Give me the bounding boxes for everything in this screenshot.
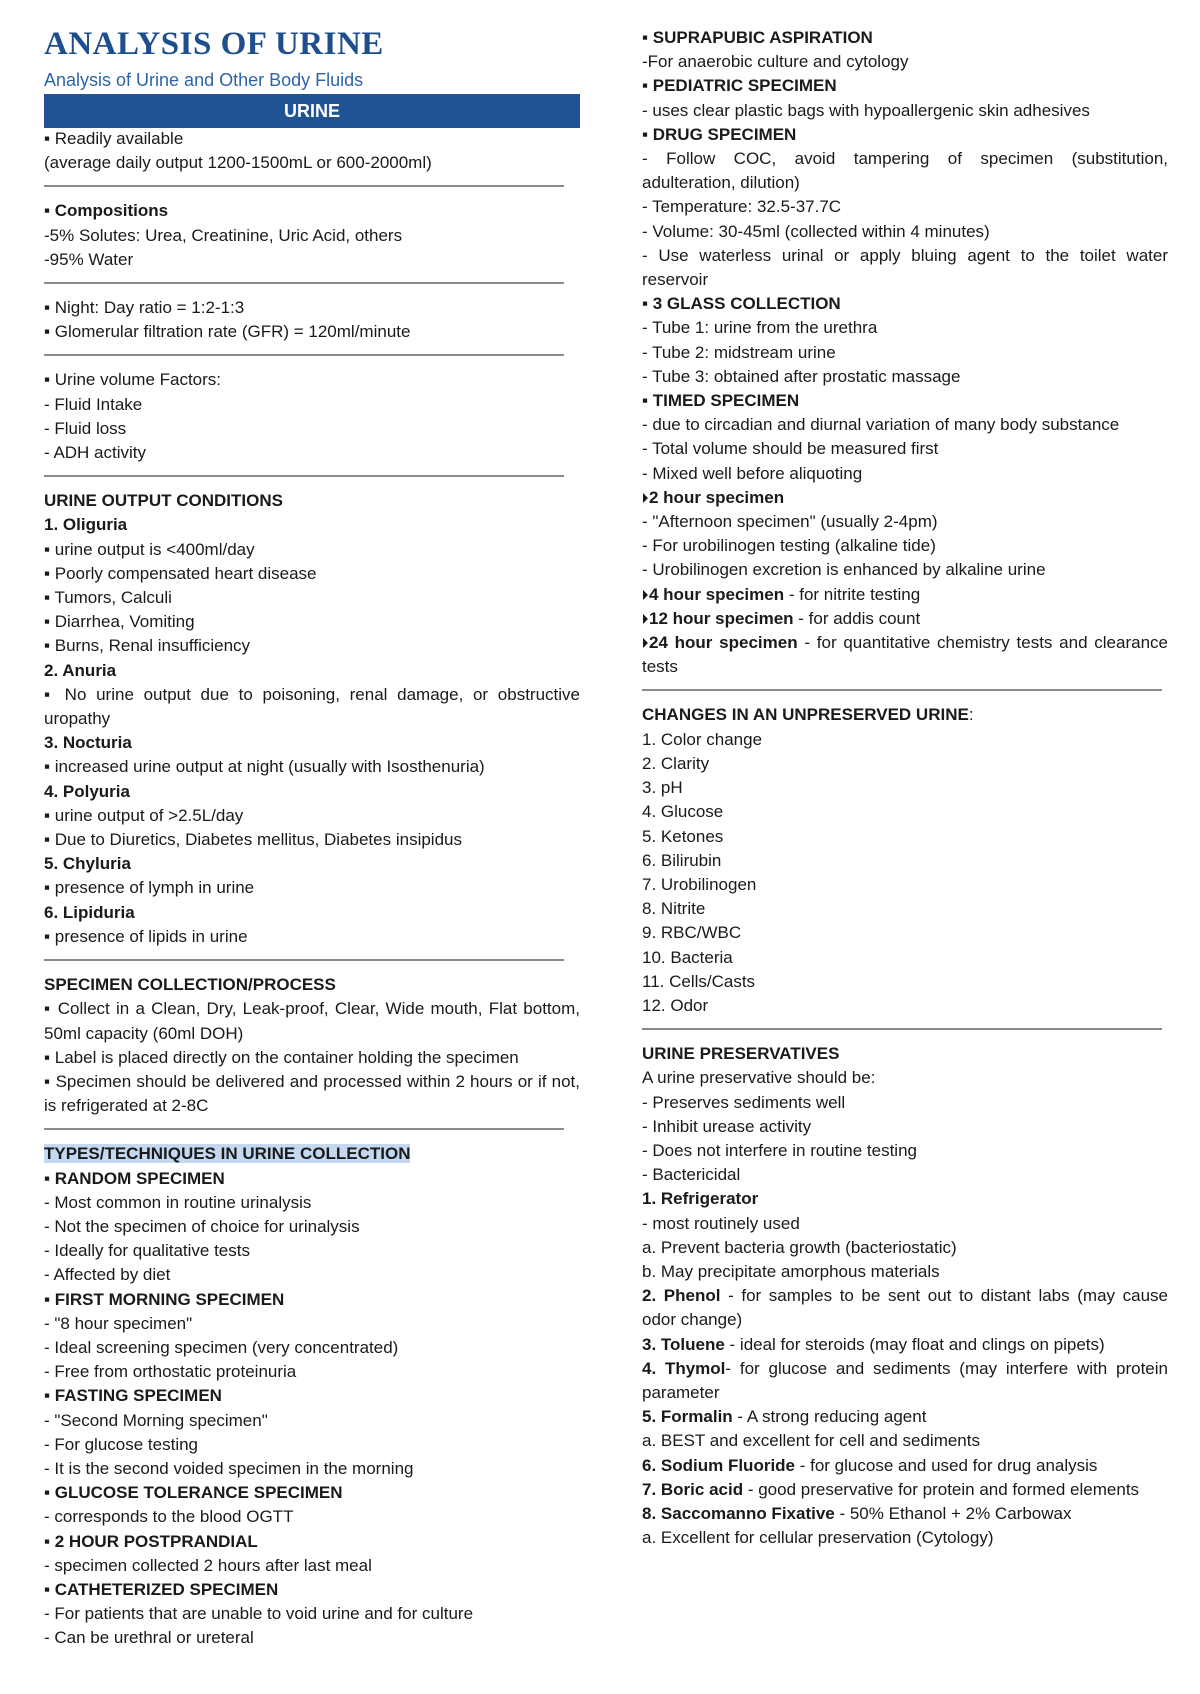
- condition-line: ▪ Diarrhea, Vomiting: [44, 612, 195, 632]
- specimen-type: ▪ CATHETERIZED SPECIMEN: [44, 1579, 279, 1599]
- condition-line: ▪ presence of lipids in urine: [44, 926, 248, 946]
- specimen-line: - due to circadian and diurnal variation of many body substance: [642, 415, 1120, 435]
- specimen-type: ▪ SUPRAPUBIC ASPIRATION: [642, 28, 873, 47]
- change-item: 1. Color change: [642, 729, 763, 749]
- preservative-line: - Preserves sediments well: [642, 1092, 846, 1112]
- preservative-name: 2. Phenol: [642, 1286, 721, 1306]
- arrow-right-icon: [642, 637, 649, 649]
- specimen-line: - Use waterless urinal or apply bluing agent to the toilet water reservoir: [642, 245, 1168, 290]
- specimen-line: - Most common in routine urinalysis: [44, 1192, 312, 1212]
- preservative-line: - Inhibit urease activity: [642, 1116, 812, 1136]
- timed-subtype: 4 hour specimen: [649, 584, 785, 604]
- divider: [642, 1028, 1162, 1030]
- specimen-line: - Not the specimen of choice for urinalysis: [44, 1216, 360, 1236]
- preservative-name: 3. Toluene: [642, 1334, 725, 1354]
- volume-factor: - Fluid Intake: [44, 394, 143, 414]
- specimen-type: ▪ TIMED SPECIMEN: [642, 391, 800, 411]
- right-body: [642, 26, 1168, 1550]
- compositions-heading: ▪ Compositions: [44, 201, 169, 221]
- condition-line: ▪ urine output is <400ml/day: [44, 539, 255, 559]
- condition-title: 2. Anuria: [44, 660, 117, 680]
- collection-line: ▪ Specimen should be delivered and processed within 2 hours or if not, is refrigerated at 2-8C: [44, 1071, 580, 1116]
- specimen-line: - Follow COC, avoid tampering of specimen (substitution, adulteration, dilution): [642, 149, 1168, 193]
- arrow-right-icon: [642, 613, 649, 625]
- types-heading: TYPES/TECHNIQUES IN URINE COLLECTION: [44, 1144, 411, 1164]
- specimen-line: - "Afternoon specimen" (usually 2-4pm): [642, 512, 938, 532]
- divider: [44, 282, 564, 284]
- collection-line: ▪ Label is placed directly on the container holding the specimen: [44, 1047, 519, 1067]
- specimen-line: - For urobilinogen testing (alkaline tide): [642, 536, 936, 556]
- specimen-line: -For anaerobic culture and cytology: [642, 52, 909, 72]
- intro-output: (average daily output 1200-1500mL or 600-2000ml): [44, 153, 432, 173]
- condition-title: 1. Oliguria: [44, 515, 128, 535]
- preservative-line: - most routinely used: [642, 1213, 800, 1233]
- preservative-line: a. BEST and excellent for cell and sediments: [642, 1431, 980, 1451]
- intro-available: ▪ Readily available: [44, 129, 184, 148]
- timed-subtype: 2 hour specimen: [649, 487, 785, 507]
- preservative-desc: - for glucose and sediments (may interfere with protein parameter: [642, 1358, 1168, 1402]
- specimen-type: ▪ 3 GLASS COLLECTION: [642, 294, 841, 314]
- section-banner: URINE: [44, 94, 580, 128]
- specimen-line: - Free from orthostatic proteinuria: [44, 1362, 297, 1382]
- page-title: ANALYSIS OF URINE: [44, 26, 384, 62]
- specimen-line: - Tube 3: obtained after prostatic massage: [642, 366, 961, 386]
- preservatives-heading: URINE PRESERVATIVES: [642, 1044, 840, 1064]
- left-body: [44, 127, 580, 1651]
- preservative-name: 8. Saccomanno Fixative: [642, 1503, 835, 1523]
- specimen-type: ▪ PEDIATRIC SPECIMEN: [642, 76, 837, 96]
- changes-heading: CHANGES IN AN UNPRESERVED URINE: [642, 705, 969, 725]
- divider: [642, 689, 1162, 691]
- specimen-line: - "8 hour specimen": [44, 1313, 193, 1333]
- compositions-line: -95% Water: [44, 249, 134, 269]
- preservative-line: - Does not interfere in routine testing: [642, 1140, 917, 1160]
- preservative-name: 4. Thymol: [642, 1358, 726, 1378]
- specimen-line: - It is the second voided specimen in the morning: [44, 1458, 414, 1478]
- change-item: 6. Bilirubin: [642, 850, 722, 870]
- divider: [44, 185, 564, 187]
- timed-subtype-desc: - for addis count: [793, 608, 921, 628]
- preservative-desc: - for samples to be sent out to distant labs (may cause odor change): [642, 1286, 1168, 1330]
- specimen-line: - Mixed well before aliquoting: [642, 463, 863, 483]
- change-item: 3. pH: [642, 778, 683, 798]
- output-conditions-heading: URINE OUTPUT CONDITIONS: [44, 491, 283, 511]
- volume-factors-heading: ▪ Urine volume Factors:: [44, 370, 222, 390]
- preservative-line: a. Prevent bacteria growth (bacteriostatic): [642, 1237, 957, 1257]
- preservative-desc: - good preservative for protein and formed elements: [743, 1479, 1140, 1499]
- specimen-type: ▪ RANDOM SPECIMEN: [44, 1168, 225, 1188]
- condition-line: ▪ presence of lymph in urine: [44, 878, 255, 898]
- timed-subtype-desc: - for quantitative chemistry tests and clearance tests: [642, 633, 1168, 677]
- collection-line: ▪ Collect in a Clean, Dry, Leak-proof, Clear, Wide mouth, Flat bottom, 50ml capacity (60ml DOH): [44, 999, 580, 1043]
- specimen-line: - Affected by diet: [44, 1265, 171, 1285]
- volume-factor: - ADH activity: [44, 443, 147, 463]
- preservative-desc: - for glucose and used for drug analysis: [795, 1455, 1098, 1475]
- condition-line: ▪ urine output of >2.5L/day: [44, 805, 244, 825]
- change-item: 7. Urobilinogen: [642, 874, 757, 894]
- change-item: 9. RBC/WBC: [642, 923, 742, 943]
- volume-factor: - Fluid loss: [44, 418, 127, 438]
- specimen-line: - Total volume should be measured first: [642, 439, 939, 459]
- specimen-type: ▪ 2 HOUR POSTPRANDIAL: [44, 1531, 258, 1551]
- preservative-desc: - 50% Ethanol + 2% Carbowax: [834, 1503, 1072, 1523]
- specimen-collection-heading: SPECIMEN COLLECTION/PROCESS: [44, 975, 336, 995]
- ratio-line: ▪ Night: Day ratio = 1:2-1:3: [44, 298, 245, 318]
- specimen-line: - Can be urethral or ureteral: [44, 1628, 254, 1648]
- preservative-name: 5. Formalin: [642, 1407, 733, 1427]
- change-item: 10. Bacteria: [642, 947, 733, 967]
- condition-title: 5. Chyluria: [44, 854, 131, 874]
- arrow-right-icon: [642, 589, 649, 601]
- preservative-line: b. May precipitate amorphous materials: [642, 1261, 940, 1281]
- specimen-type: ▪ GLUCOSE TOLERANCE SPECIMEN: [44, 1483, 343, 1503]
- change-item: 4. Glucose: [642, 802, 724, 822]
- preservative-line: A urine preservative should be:: [642, 1068, 876, 1088]
- changes-colon: :: [968, 705, 974, 725]
- condition-line: ▪ increased urine output at night (usually with Isosthenuria): [44, 757, 485, 777]
- specimen-line: - corresponds to the blood OGTT: [44, 1507, 294, 1527]
- divider: [44, 1128, 564, 1130]
- condition-line: ▪ No urine output due to poisoning, renal damage, or obstructive uropathy: [44, 684, 580, 729]
- page-subtitle: Analysis of Urine and Other Body Fluids: [44, 70, 364, 90]
- specimen-type: ▪ FIRST MORNING SPECIMEN: [44, 1289, 285, 1309]
- preservative-line: - Bactericidal: [642, 1165, 741, 1185]
- timed-subtype-desc: - for nitrite testing: [784, 584, 921, 604]
- change-item: 11. Cells/Casts: [642, 971, 756, 991]
- condition-title: 3. Nocturia: [44, 733, 132, 753]
- specimen-line: - Tube 2: midstream urine: [642, 342, 836, 362]
- arrow-right-icon: [642, 492, 649, 504]
- change-item: 2. Clarity: [642, 753, 710, 773]
- preservative-desc: - ideal for steroids (may float and clings on pipets): [724, 1334, 1105, 1354]
- preservative-name: 1. Refrigerator: [642, 1189, 759, 1209]
- change-item: 5. Ketones: [642, 826, 724, 846]
- compositions-line: -5% Solutes: Urea, Creatinine, Uric Acid, others: [44, 225, 403, 245]
- change-item: 12. Odor: [642, 995, 709, 1015]
- specimen-line: - Ideally for qualitative tests: [44, 1241, 250, 1261]
- specimen-type: ▪ DRUG SPECIMEN: [642, 124, 797, 144]
- specimen-line: - Ideal screening specimen (very concentrated): [44, 1337, 399, 1357]
- specimen-line: - Volume: 30-45ml (collected within 4 minutes): [642, 221, 990, 241]
- condition-title: 4. Polyuria: [44, 781, 130, 801]
- divider: [44, 959, 564, 961]
- timed-subtype: 24 hour specimen: [649, 633, 798, 653]
- condition-line: ▪ Due to Diuretics, Diabetes mellitus, Diabetes insipidus: [44, 830, 462, 850]
- specimen-line: - Temperature: 32.5-37.7C: [642, 197, 842, 217]
- divider: [44, 475, 564, 477]
- condition-line: ▪ Poorly compensated heart disease: [44, 563, 317, 583]
- condition-line: ▪ Tumors, Calculi: [44, 588, 172, 608]
- specimen-line: - For glucose testing: [44, 1434, 199, 1454]
- specimen-line: - specimen collected 2 hours after last meal: [44, 1555, 372, 1575]
- specimen-line: - uses clear plastic bags with hypoallergenic skin adhesives: [642, 100, 1090, 120]
- specimen-line: - Tube 1: urine from the urethra: [642, 318, 878, 338]
- change-item: 8. Nitrite: [642, 899, 706, 919]
- specimen-line: - For patients that are unable to void urine and for culture: [44, 1604, 474, 1624]
- preservative-name: 7. Boric acid: [642, 1479, 744, 1499]
- preservative-desc: - A strong reducing agent: [732, 1407, 927, 1427]
- specimen-line: - "Second Morning specimen": [44, 1410, 268, 1430]
- divider: [44, 354, 564, 356]
- preservative-line: a. Excellent for cellular preservation (Cytology): [642, 1528, 994, 1548]
- timed-subtype: 12 hour specimen: [649, 608, 794, 628]
- condition-title: 6. Lipiduria: [44, 902, 135, 922]
- specimen-line: - Urobilinogen excretion is enhanced by alkaline urine: [642, 560, 1046, 580]
- preservative-name: 6. Sodium Fluoride: [642, 1455, 796, 1475]
- condition-line: ▪ Burns, Renal insufficiency: [44, 636, 251, 656]
- gfr-line: ▪ Glomerular filtration rate (GFR) = 120ml/minute: [44, 322, 411, 342]
- specimen-type: ▪ FASTING SPECIMEN: [44, 1386, 222, 1406]
